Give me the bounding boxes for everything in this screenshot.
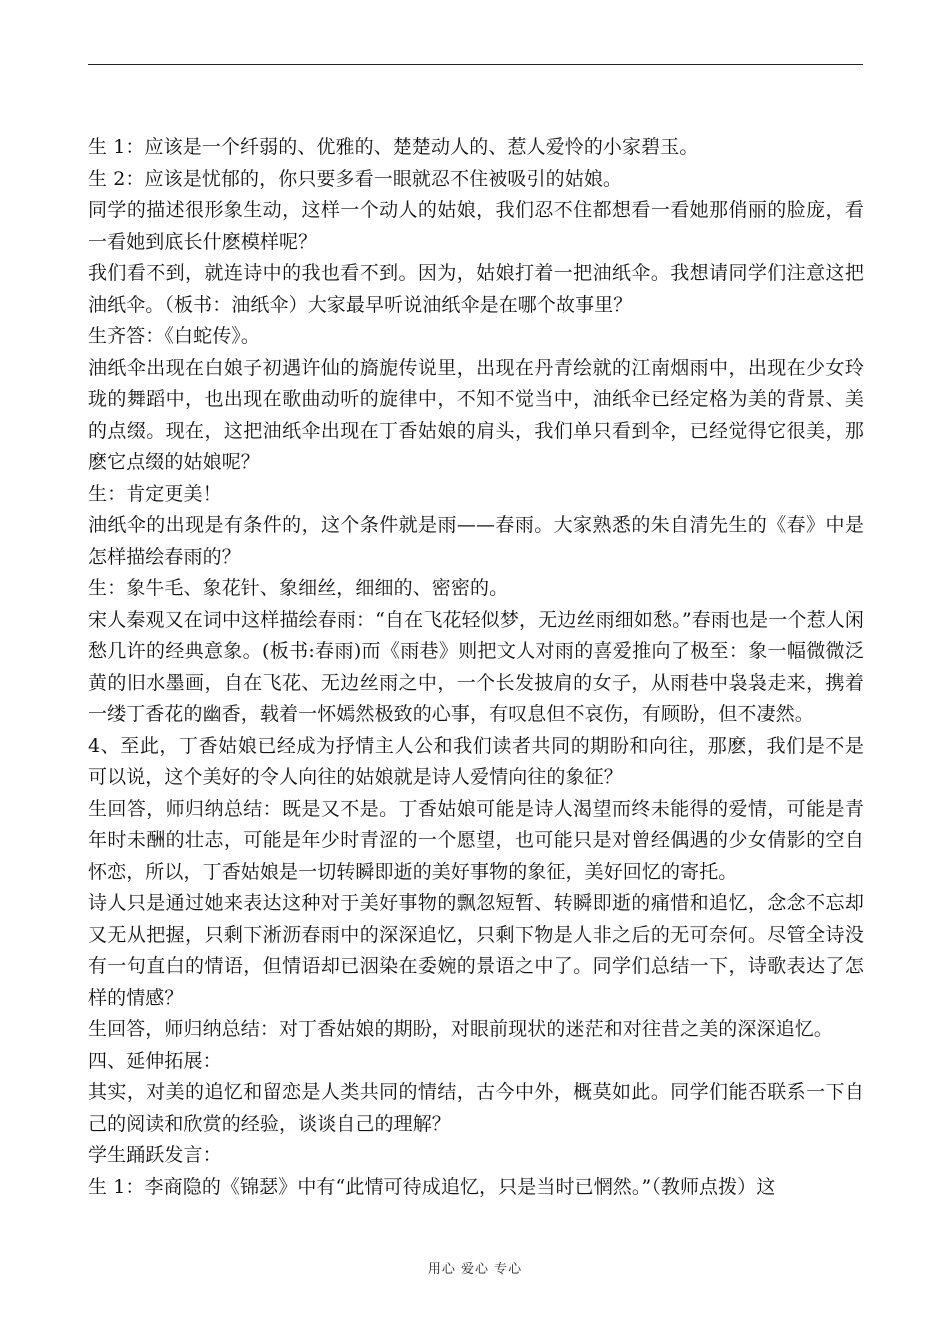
document-body: [88, 132, 864, 1203]
paragraph: 生 1：应该是一个纤弱的、优雅的、楚楚动人的、惹人爱怜的小家碧玉。: [88, 136, 699, 158]
header-rule: [88, 64, 863, 65]
paragraph: 学生踊跃发言：: [88, 1144, 222, 1166]
paragraph: 生：象牛毛、象花针、象细丝，细细的、密密的。: [88, 577, 509, 599]
paragraph: 油纸伞的出现是有条件的，这个条件就是雨——春雨。大家熟悉的朱自清先生的《春》中是怎样描绘春雨的？: [88, 514, 864, 568]
section-heading: 四、延伸拓展：: [88, 1049, 222, 1072]
paragraph: 诗人只是通过她来表达这种对于美好事物的飘忽短暂、转瞬即逝的痛惜和追忆，念念不忘却又无从把握，只剩下淅沥春雨中的深深追忆，只剩下物是人非之后的无可奈何。尽管全诗没有一句直白的情语，但情语却已洇染在委婉的景语之中了。同学们总结一下，诗歌表达了怎样的情感？: [88, 892, 864, 1009]
paragraph: 生 2：应该是忧郁的，你只要多看一眼就忍不住被吸引的姑娘。: [88, 167, 623, 190]
paragraph: 生齐答：《白蛇传》。: [88, 325, 261, 347]
paragraph: 生：肯定更美！: [88, 482, 222, 505]
paragraph: 我们看不到，就连诗中的我也看不到。因为，姑娘打着一把油纸伞。我想请同学们注意这把油纸伞。（板书：油纸伞）大家最早听说油纸伞是在哪个故事里？: [88, 262, 864, 316]
paragraph: 生回答，师归纳总结：既是又不是。丁香姑娘可能是诗人渴望而终未能得的爱情，可能是青年时未酬的壮志，可能是年少时青涩的一个愿望，也可能只是对曾经偶遇的少女倩影的空自怀恋，所以，丁香姑娘是一切转瞬即逝的美好事物的象征，美好回忆的寄托。: [88, 797, 864, 883]
paragraph: 生回答，师归纳总结：对丁香姑娘的期盼，对眼前现状的迷茫和对往昔之美的深深追忆。: [88, 1018, 833, 1040]
page-footer: 用心 爱心 专心: [427, 1262, 523, 1277]
paragraph: 4、至此，丁香姑娘已经成为抒情主人公和我们读者共同的期盼和向往，那麽，我们是不是可以说，这个美好的令人向往的姑娘就是诗人爱情向往的象征？: [88, 734, 864, 788]
paragraph: 同学的描述很形象生动，这样一个动人的姑娘，我们忍不住都想看一看她那俏丽的脸庞，看一看她到底长什麽模样呢？: [88, 199, 864, 253]
paragraph: 宋人秦观又在词中这样描绘春雨：“自在飞花轻似梦，无边丝雨细如愁。”春雨也是一个惹人闲愁几许的经典意象。(板书:春雨)而《雨巷》则把文人对雨的喜爱推向了极至：象一幅微微泛黄的旧水墨画，自在飞花、无边丝雨之中，一个长发披肩的女子，从雨巷中袅袅走来，携着一缕丁香花的幽香，载着一怀嫣然极致的心事，有叹息但不哀伤，有顾盼，但不凄然。: [88, 608, 864, 725]
paragraph: 生 1：李商隐的《锦瑟》中有“此情可待成追忆，只是当时已惘然。”（教师点拨）这: [88, 1175, 776, 1198]
paragraph: 油纸伞出现在白娘子初遇许仙的旖旎传说里，出现在丹青绘就的江南烟雨中，出现在少女玲珑的舞蹈中，也出现在歌曲动听的旋律中，不知不觉当中，油纸伞已经定格为美的背景、美的点缀。现在，这把油纸伞出现在丁香姑娘的肩头，我们单只看到伞，已经觉得它很美，那麽它点缀的姑娘呢？: [88, 356, 864, 473]
paragraph: 其实，对美的追忆和留恋是人类共同的情结，古今中外，概莫如此。同学们能否联系一下自己的阅读和欣赏的经验，谈谈自己的理解？: [88, 1081, 864, 1135]
